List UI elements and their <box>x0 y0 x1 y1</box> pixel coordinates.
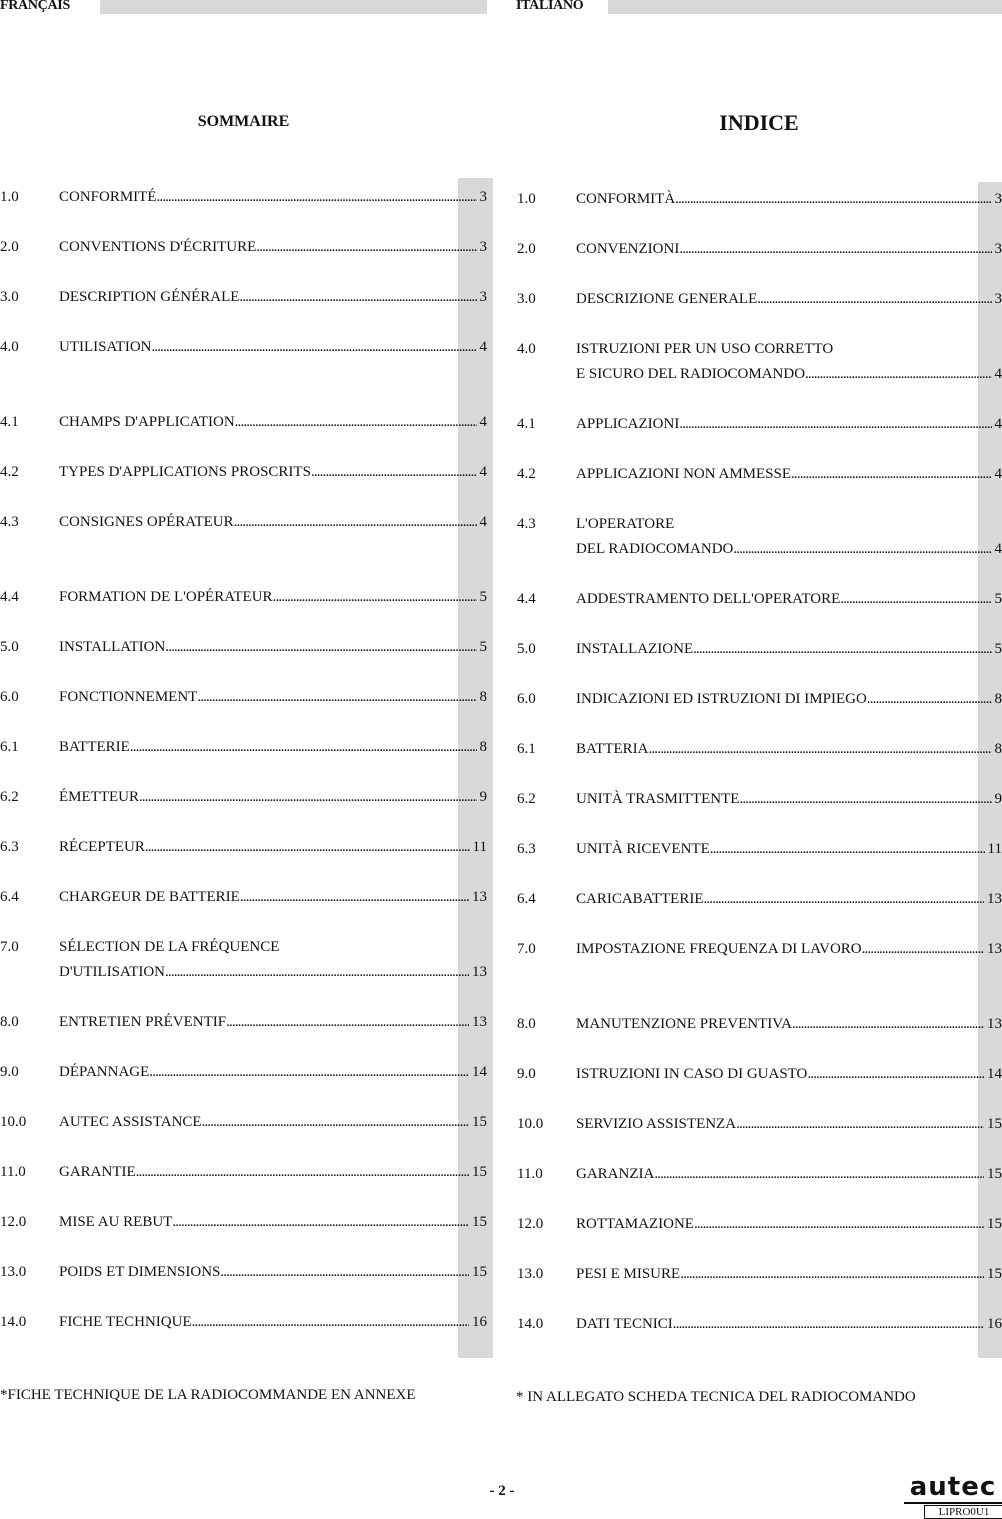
toc-entry-title: CARICABATTERIE <box>576 887 704 912</box>
header-bar-right <box>608 0 1002 14</box>
toc-entry-number: 6.3 <box>0 835 19 860</box>
toc-entry-title: ISTRUZIONI PER UN USO CORRETTO <box>576 337 833 362</box>
toc-entry-text <box>59 885 487 910</box>
toc-page-number: 16 <box>984 1312 1002 1337</box>
toc-page-number: 4 <box>992 362 1002 387</box>
toc-entry-line <box>576 512 1002 537</box>
toc-page-number: 15 <box>984 1212 1002 1237</box>
toc-entry-text <box>59 1260 487 1285</box>
toc-entry-line <box>576 187 1002 212</box>
toc-entry-number: 13.0 <box>0 1260 26 1285</box>
toc-entry-title: DATI TECNICI <box>576 1312 673 1337</box>
header-right <box>516 0 1002 16</box>
toc-entry-number: 4.3 <box>517 512 536 537</box>
toc-entry-line <box>59 835 487 860</box>
toc-entry-line <box>576 537 1002 562</box>
dot-leader <box>197 685 476 710</box>
toc-entry-number: 1.0 <box>517 187 536 212</box>
toc-entry-title: TYPES D'APPLICATIONS PROSCRITS <box>59 460 311 485</box>
toc-page-number: 3 <box>992 287 1002 312</box>
toc-entry-title: ENTRETIEN PRÉVENTIF <box>59 1010 226 1035</box>
dot-leader <box>145 835 470 860</box>
toc-entry-title: SERVIZIO ASSISTENZA <box>576 1112 736 1137</box>
toc-entry-title: ÉMETTEUR <box>59 785 139 810</box>
toc-entry-number: 11.0 <box>517 1162 543 1187</box>
toc-page-number: 13 <box>984 887 1002 912</box>
toc-entry-number: 12.0 <box>0 1210 26 1235</box>
toc-entry-title: IMPOSTAZIONE FREQUENZA DI LAVORO <box>576 937 862 962</box>
toc-page-number: 8 <box>992 687 1002 712</box>
dot-leader <box>240 885 469 910</box>
toc-entry-number: 4.3 <box>0 510 19 535</box>
toc-page-number: 4 <box>477 510 488 535</box>
toc-entry-title: MANUTENZIONE PREVENTIVA <box>576 1012 792 1037</box>
toc-page-number: 13 <box>469 885 487 910</box>
dot-leader <box>273 585 477 610</box>
dot-leader <box>234 510 477 535</box>
toc-entry-number: 6.0 <box>0 685 19 710</box>
toc-entry-title: POIDS ET DIMENSIONS <box>59 1260 220 1285</box>
toc-page-number: 11 <box>470 835 487 860</box>
toc-entry-line <box>576 1162 1002 1187</box>
dot-leader <box>791 462 991 487</box>
toc-entry-line <box>576 1212 1002 1237</box>
toc-entry-title: PESI E MISURE <box>576 1262 680 1287</box>
logo-wordmark: autec <box>904 1472 1002 1502</box>
toc-page-number: 9 <box>477 785 488 810</box>
toc-entry-number: 10.0 <box>517 1112 543 1137</box>
dot-leader <box>239 285 476 310</box>
toc-entry-text <box>59 1210 487 1235</box>
toc-entry-title: INDICAZIONI ED ISTRUZIONI DI IMPIEGO <box>576 687 867 712</box>
header-bar-left <box>100 0 487 14</box>
toc-entry-text <box>59 510 487 535</box>
toc-entry-line <box>59 410 487 435</box>
toc-entry-line <box>59 935 487 960</box>
toc-entry-title: FORMATION DE L'OPÉRATEUR <box>59 585 273 610</box>
dot-leader <box>151 335 476 360</box>
toc-entry-line <box>59 1160 487 1185</box>
toc-entry-line <box>59 785 487 810</box>
toc-entry-line <box>576 337 1002 362</box>
toc-entry-text <box>59 235 487 260</box>
toc-title-right: INDICE <box>516 110 1002 136</box>
toc-entry-title: AUTEC ASSISTANCE <box>59 1110 202 1135</box>
toc-entry-text <box>59 685 487 710</box>
footnote-left: *FICHE TECHNIQUE DE LA RADIOCOMMANDE EN ANNEXE <box>0 1387 416 1404</box>
toc-entry-number: 14.0 <box>517 1312 543 1337</box>
dot-leader <box>704 887 985 912</box>
toc-page-number: 5 <box>992 587 1002 612</box>
toc-entry-number: 4.1 <box>517 412 536 437</box>
dot-leader <box>679 237 991 262</box>
toc-entry-number: 8.0 <box>517 1012 536 1037</box>
toc-page-number: 15 <box>984 1162 1002 1187</box>
toc-entry-text <box>59 460 487 485</box>
toc-entry-text <box>576 412 1002 437</box>
toc-entry-number: 2.0 <box>0 235 19 260</box>
toc-entry-title: INSTALLATION <box>59 635 165 660</box>
toc-page-number: 13 <box>469 1010 487 1035</box>
toc-entry-title: GARANZIA <box>576 1162 654 1187</box>
dot-leader <box>694 1212 984 1237</box>
toc-entry-number: 10.0 <box>0 1110 26 1135</box>
dot-leader <box>220 1260 469 1285</box>
toc-entry-text <box>576 837 1002 862</box>
toc-entry-line <box>576 837 1002 862</box>
toc-entry-line <box>576 887 1002 912</box>
toc-page-number: 8 <box>992 737 1002 762</box>
toc-entry-title: APPLICAZIONI NON AMMESSE <box>576 462 791 487</box>
toc-entry-text <box>576 1162 1002 1187</box>
toc-entry-number: 7.0 <box>517 937 536 962</box>
toc-entry-line <box>576 687 1002 712</box>
toc-entry-line <box>59 1210 487 1235</box>
toc-entry-line <box>576 1112 1002 1137</box>
toc-entry-title: E SICURO DEL RADIOCOMANDO <box>576 362 805 387</box>
toc-page-number: 14 <box>469 1060 487 1085</box>
toc-entry-line <box>59 235 487 260</box>
toc-entry-number: 6.1 <box>0 735 19 760</box>
dot-leader <box>235 410 477 435</box>
toc-entry-line <box>576 637 1002 662</box>
toc-entry-line <box>59 585 487 610</box>
toc-entry-title: DÉPANNAGE <box>59 1060 149 1085</box>
dot-leader <box>139 785 477 810</box>
toc-entry-text <box>576 237 1002 262</box>
toc-entry-text <box>576 462 1002 487</box>
toc-entry-text <box>576 937 1002 962</box>
dot-leader <box>807 1062 984 1087</box>
toc-entry-title: ISTRUZIONI IN CASO DI GUASTO <box>576 1062 807 1087</box>
dot-leader <box>680 1262 984 1287</box>
language-label-left: FRANÇAIS <box>0 0 70 14</box>
toc-entry-number: 4.0 <box>0 335 19 360</box>
toc-entry-number: 3.0 <box>517 287 536 312</box>
toc-entry-number: 5.0 <box>0 635 19 660</box>
toc-entry-text <box>576 887 1002 912</box>
toc-entry-text <box>576 1012 1002 1037</box>
toc-title-left: SOMMAIRE <box>0 113 487 131</box>
toc-page-number: 3 <box>992 187 1002 212</box>
dot-leader <box>165 960 469 985</box>
toc-page-number: 5 <box>477 585 488 610</box>
toc-entry-text <box>59 735 487 760</box>
toc-entry-line <box>576 1062 1002 1087</box>
toc-page-number: 3 <box>477 185 488 210</box>
dot-leader <box>867 687 992 712</box>
toc-entry-line <box>59 285 487 310</box>
toc-entry-text <box>59 835 487 860</box>
toc-entry-number: 1.0 <box>0 185 19 210</box>
dot-leader <box>736 1112 984 1137</box>
toc-entry-number: 3.0 <box>0 285 19 310</box>
toc-page-number: 15 <box>984 1112 1002 1137</box>
toc-page-number: 9 <box>992 787 1002 812</box>
toc-entry-line <box>59 1260 487 1285</box>
dot-leader <box>654 1162 984 1187</box>
toc-entry-number: 9.0 <box>517 1062 536 1087</box>
toc-entry-number: 7.0 <box>0 935 19 960</box>
toc-entry-title: ROTTAMAZIONE <box>576 1212 694 1237</box>
toc-page-number: 15 <box>469 1160 487 1185</box>
toc-page-number: 15 <box>469 1210 487 1235</box>
toc-entry-number: 2.0 <box>517 237 536 262</box>
dot-leader <box>733 537 991 562</box>
toc-entry-line <box>59 1110 487 1135</box>
toc-entry-text <box>576 587 1002 612</box>
toc-entry-number: 14.0 <box>0 1310 26 1335</box>
toc-entry-text <box>576 1062 1002 1087</box>
toc-entry-number: 6.1 <box>517 737 536 762</box>
toc-entry-text <box>59 185 487 210</box>
toc-entry-line <box>59 735 487 760</box>
toc-entry-line <box>59 685 487 710</box>
toc-entry-title: UNITÀ TRASMITTENTE <box>576 787 739 812</box>
toc-entry-text <box>576 1312 1002 1337</box>
toc-entry-title: RÉCEPTEUR <box>59 835 145 860</box>
dot-leader <box>165 635 476 660</box>
toc-entry-text <box>59 1310 487 1335</box>
toc-entry-line <box>59 1060 487 1085</box>
toc-page-number: 4 <box>477 335 488 360</box>
toc-entry-text <box>576 637 1002 662</box>
dot-leader <box>710 837 985 862</box>
toc-entry-text <box>576 1262 1002 1287</box>
dot-leader <box>805 362 991 387</box>
dot-leader <box>792 1012 984 1037</box>
toc-entry-text <box>59 785 487 810</box>
toc-entry-title: GARANTIE <box>59 1160 136 1185</box>
header-left <box>0 0 490 16</box>
dot-leader <box>679 412 991 437</box>
dot-leader <box>739 787 991 812</box>
toc-entry-number: 6.2 <box>0 785 19 810</box>
toc-page-number: 16 <box>469 1310 487 1335</box>
toc-entry-line <box>576 587 1002 612</box>
toc-entry-title: BATTERIA <box>576 737 649 762</box>
dot-leader <box>202 1110 469 1135</box>
toc-entry-line <box>576 462 1002 487</box>
toc-entry-number: 13.0 <box>517 1262 543 1287</box>
toc-page-number: 13 <box>984 937 1002 962</box>
toc-entry-title: DEL RADIOCOMANDO <box>576 537 733 562</box>
dot-leader <box>840 587 991 612</box>
dot-leader <box>675 187 991 212</box>
dot-leader <box>311 460 477 485</box>
toc-entry-title: L'OPERATORE <box>576 512 674 537</box>
language-label-right: ITALIANO <box>516 0 583 14</box>
toc-entry-number: 4.2 <box>517 462 536 487</box>
toc-page-number: 5 <box>477 635 488 660</box>
toc-entry-title: CONFORMITÀ <box>576 187 675 212</box>
dot-leader <box>149 1060 469 1085</box>
toc-entry-line <box>59 460 487 485</box>
dot-leader <box>757 287 991 312</box>
toc-page-number: 3 <box>992 237 1002 262</box>
toc-page-number: 13 <box>469 960 487 985</box>
toc-entry-title: BATTERIE <box>59 735 130 760</box>
footnote-right: * IN ALLEGATO SCHEDA TECNICA DEL RADIOCOMANDO <box>516 1389 916 1406</box>
toc-entry-text <box>59 935 487 985</box>
toc-entry-line <box>59 885 487 910</box>
toc-entry-number: 6.2 <box>517 787 536 812</box>
toc-entry-title: CONFORMITÉ <box>59 185 157 210</box>
toc-entry-title: APPLICAZIONI <box>576 412 679 437</box>
dot-leader <box>256 235 476 260</box>
toc-entry-title: ADDESTRAMENTO DELL'OPERATORE <box>576 587 840 612</box>
toc-entry-number: 6.0 <box>517 687 536 712</box>
dot-leader <box>693 637 991 662</box>
dot-leader <box>172 1210 469 1235</box>
toc-page-number: 4 <box>477 460 488 485</box>
toc-entry-title: FICHE TECHNIQUE <box>59 1310 192 1335</box>
toc-entry-title: CHARGEUR DE BATTERIE <box>59 885 240 910</box>
toc-entry-number: 9.0 <box>0 1060 19 1085</box>
toc-entry-number: 6.4 <box>517 887 536 912</box>
toc-entry-line <box>59 1010 487 1035</box>
toc-entry-title: CONVENZIONI <box>576 237 679 262</box>
toc-page-number: 8 <box>477 735 488 760</box>
toc-entry-number: 4.1 <box>0 410 19 435</box>
toc-page-number: 15 <box>984 1262 1002 1287</box>
dot-leader <box>192 1310 469 1335</box>
toc-entry-line <box>576 287 1002 312</box>
toc-entry-title: UNITÀ RICEVENTE <box>576 837 710 862</box>
autec-logo <box>904 1478 1002 1518</box>
toc-entry-number: 12.0 <box>517 1212 543 1237</box>
toc-page-number: 3 <box>477 235 488 260</box>
toc-entry-title: D'UTILISATION <box>59 960 165 985</box>
toc-entry-text <box>576 187 1002 212</box>
toc-entry-line <box>576 787 1002 812</box>
toc-entry-text <box>59 1110 487 1135</box>
toc-entry-text <box>576 1212 1002 1237</box>
toc-entry-text <box>59 1010 487 1035</box>
toc-entry-text <box>59 635 487 660</box>
toc-entry-line <box>576 1012 1002 1037</box>
toc-entry-number: 8.0 <box>0 1010 19 1035</box>
toc-entry-title: SÉLECTION DE LA FRÉQUENCE <box>59 935 279 960</box>
toc-entry-line <box>59 635 487 660</box>
toc-page-number: 4 <box>477 410 488 435</box>
toc-entry-text <box>576 337 1002 387</box>
toc-entry-title: UTILISATION <box>59 335 151 360</box>
toc-page-number: 15 <box>469 1260 487 1285</box>
toc-entry-line <box>59 335 487 360</box>
toc-entry-text <box>59 585 487 610</box>
toc-entry-title: FONCTIONNEMENT <box>59 685 197 710</box>
toc-page-number: 14 <box>984 1062 1002 1087</box>
dot-leader <box>673 1312 984 1337</box>
toc-entry-title: CHAMPS D'APPLICATION <box>59 410 235 435</box>
toc-page-number: 4 <box>992 462 1002 487</box>
toc-entry-text <box>59 1160 487 1185</box>
dot-leader <box>862 937 984 962</box>
toc-entry-line <box>59 960 487 985</box>
toc-entry-line <box>59 1310 487 1335</box>
document-code: LIPRO0U1 <box>924 1505 1002 1519</box>
toc-entry-line <box>59 510 487 535</box>
toc-entry-number: 4.4 <box>517 587 536 612</box>
toc-entry-text <box>576 512 1002 562</box>
toc-entry-line <box>576 1262 1002 1287</box>
toc-entry-title: CONVENTIONS D'ÉCRITURE <box>59 235 256 260</box>
toc-entry-title: MISE AU REBUT <box>59 1210 172 1235</box>
toc-entry-line <box>576 937 1002 962</box>
toc-page-number: 4 <box>992 537 1002 562</box>
toc-entry-line <box>576 237 1002 262</box>
toc-entry-number: 4.0 <box>517 337 536 362</box>
toc-page-number: 3 <box>477 285 488 310</box>
dot-leader <box>136 1160 469 1185</box>
toc-entry-line <box>576 362 1002 387</box>
toc-entry-text <box>59 335 487 360</box>
toc-entry-number: 5.0 <box>517 637 536 662</box>
toc-entry-text <box>59 410 487 435</box>
toc-entry-title: DESCRIPTION GÉNÉRALE <box>59 285 239 310</box>
toc-entry-line <box>576 737 1002 762</box>
toc-entry-text <box>576 287 1002 312</box>
toc-entry-number: 4.2 <box>0 460 19 485</box>
toc-entry-text <box>59 285 487 310</box>
toc-entry-text <box>576 787 1002 812</box>
toc-page-number: 4 <box>992 412 1002 437</box>
toc-entry-text <box>576 1112 1002 1137</box>
toc-entry-title: DESCRIZIONE GENERALE <box>576 287 757 312</box>
toc-entry-text <box>59 1060 487 1085</box>
toc-entry-line <box>576 412 1002 437</box>
toc-page-number: 15 <box>469 1110 487 1135</box>
toc-entry-text <box>576 687 1002 712</box>
toc-page-number: 5 <box>992 637 1002 662</box>
dot-leader <box>157 185 477 210</box>
dot-leader <box>649 737 992 762</box>
toc-entry-number: 4.4 <box>0 585 19 610</box>
toc-entry-title: INSTALLAZIONE <box>576 637 693 662</box>
toc-entry-title: CONSIGNES OPÉRATEUR <box>59 510 234 535</box>
toc-entry-line <box>576 1312 1002 1337</box>
toc-page-number: 11 <box>985 837 1002 862</box>
toc-page-number: 8 <box>477 685 488 710</box>
toc-page-number: 13 <box>984 1012 1002 1037</box>
dot-leader <box>130 735 477 760</box>
toc-entry-number: 6.4 <box>0 885 19 910</box>
toc-entry-line <box>59 185 487 210</box>
dot-leader <box>226 1010 469 1035</box>
toc-entry-number: 11.0 <box>0 1160 26 1185</box>
toc-entry-number: 6.3 <box>517 837 536 862</box>
page-number: - 2 - <box>480 1483 524 1500</box>
logo-rule <box>904 1502 1002 1504</box>
toc-entry-text <box>576 737 1002 762</box>
